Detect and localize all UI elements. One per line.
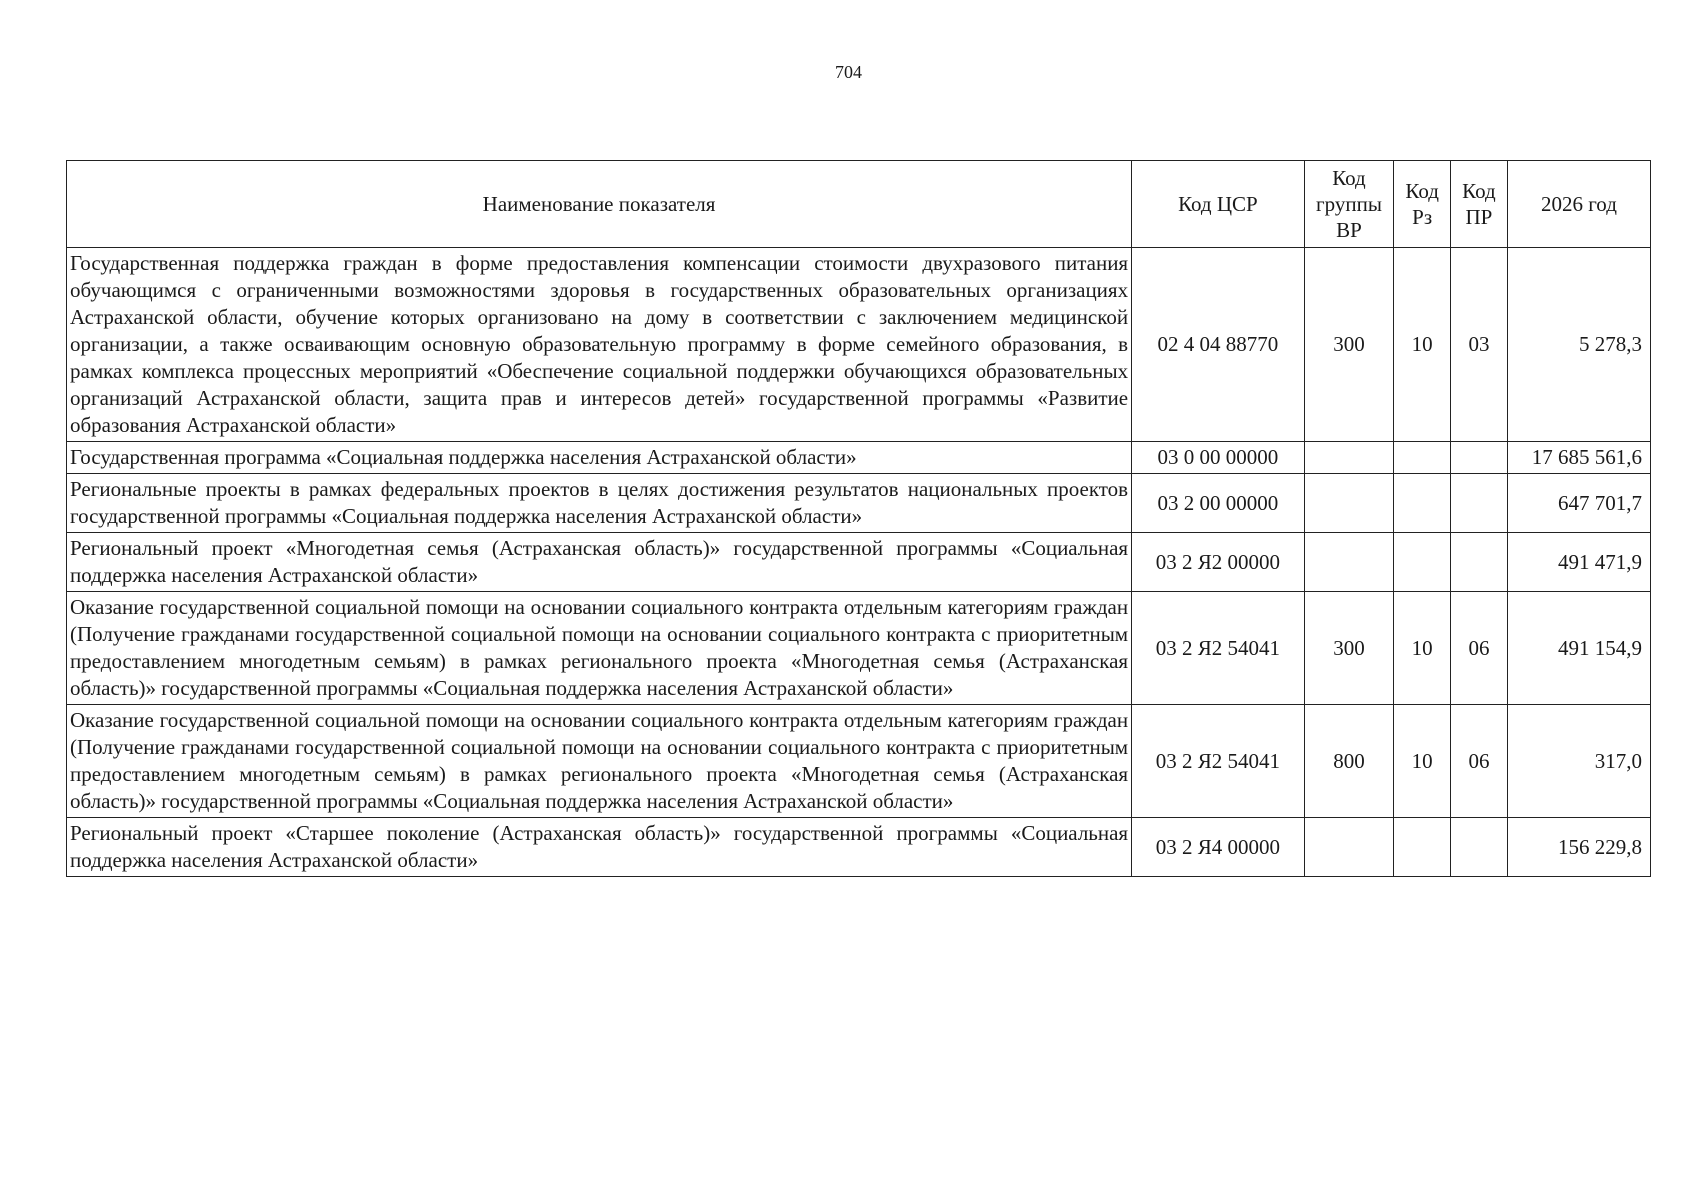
row-name: Государственная поддержка граждан в форме предоставления компенсации стоимости двухразового питания обучающимся с ограниченными возможностями здоровья в государственных образовательных организациях Астраханской области, обучение которых организовано на дому в соответствии с заключением медицинской организации, а также осваивающим основную образовательную программу в форме семейного образования, в рамках комплекса процессных мероприятий «Обеспечение социальной поддержки обучающихся образовательных организаций Астраханской области, защита прав и интересов детей» государственной программы «Развитие образования Астраханской области» <box>67 248 1132 442</box>
row-pr <box>1451 533 1508 592</box>
row-vr <box>1304 442 1394 474</box>
row-pr <box>1451 818 1508 877</box>
page-number: 704 <box>835 62 862 82</box>
row-csr: 02 4 04 88770 <box>1132 248 1305 442</box>
row-pr <box>1451 474 1508 533</box>
row-value: 317,0 <box>1507 705 1650 818</box>
header-year: 2026 год <box>1507 161 1650 248</box>
row-rz: 10 <box>1394 705 1451 818</box>
row-value: 491 154,9 <box>1507 592 1650 705</box>
table-row <box>67 818 1651 877</box>
table-row <box>67 592 1651 705</box>
table-header-row <box>67 161 1651 248</box>
row-value: 156 229,8 <box>1507 818 1650 877</box>
row-rz: 10 <box>1394 592 1451 705</box>
row-value: 647 701,7 <box>1507 474 1650 533</box>
row-rz <box>1394 474 1451 533</box>
row-csr: 03 2 00 00000 <box>1132 474 1305 533</box>
row-vr <box>1304 474 1394 533</box>
table-row <box>67 705 1651 818</box>
header-csr: Код ЦСР <box>1132 161 1305 248</box>
budget-table <box>66 160 1651 877</box>
row-name: Оказание государственной социальной помощи на основании социального контракта отдельным категориям граждан (Получение гражданами государственной социальной помощи на основании социального контракта с приоритетным предоставлением многодетным семьям) в рамках регионального проекта «Многодетная семья (Астраханская область)» государственной программы «Социальная поддержка населения Астраханской области» <box>67 592 1132 705</box>
row-csr: 03 2 Я2 00000 <box>1132 533 1305 592</box>
row-rz: 10 <box>1394 248 1451 442</box>
row-name: Региональный проект «Старшее поколение (Астраханская область)» государственной программы «Социальная поддержка населения Астраханской области» <box>67 818 1132 877</box>
row-name: Региональные проекты в рамках федеральных проектов в целях достижения результатов национальных проектов государственной программы «Социальная поддержка населения Астраханской области» <box>67 474 1132 533</box>
row-vr <box>1304 818 1394 877</box>
row-csr: 03 2 Я2 54041 <box>1132 592 1305 705</box>
row-name: Региональный проект «Многодетная семья (Астраханская область)» государственной программы «Социальная поддержка населения Астраханской области» <box>67 533 1132 592</box>
table-row <box>67 248 1651 442</box>
row-vr: 800 <box>1304 705 1394 818</box>
row-csr: 03 2 Я4 00000 <box>1132 818 1305 877</box>
header-vr: Код группы ВР <box>1304 161 1394 248</box>
row-rz <box>1394 442 1451 474</box>
row-value: 17 685 561,6 <box>1507 442 1650 474</box>
row-vr: 300 <box>1304 592 1394 705</box>
header-pr: Код ПР <box>1451 161 1508 248</box>
row-csr: 03 0 00 00000 <box>1132 442 1305 474</box>
row-rz <box>1394 818 1451 877</box>
row-pr <box>1451 442 1508 474</box>
row-value: 5 278,3 <box>1507 248 1650 442</box>
row-name: Оказание государственной социальной помощи на основании социального контракта отдельным категориям граждан (Получение гражданами государственной социальной помощи на основании социального контракта с приоритетным предоставлением многодетным семьям) в рамках регионального проекта «Многодетная семья (Астраханская область)» государственной программы «Социальная поддержка населения Астраханской области» <box>67 705 1132 818</box>
row-vr: 300 <box>1304 248 1394 442</box>
header-rz: Код Рз <box>1394 161 1451 248</box>
table-row <box>67 442 1651 474</box>
header-name: Наименование показателя <box>67 161 1132 248</box>
row-value: 491 471,9 <box>1507 533 1650 592</box>
table-row <box>67 533 1651 592</box>
row-name: Государственная программа «Социальная поддержка населения Астраханской области» <box>67 442 1132 474</box>
row-pr: 03 <box>1451 248 1508 442</box>
row-pr: 06 <box>1451 592 1508 705</box>
row-rz <box>1394 533 1451 592</box>
row-pr: 06 <box>1451 705 1508 818</box>
table-row <box>67 474 1651 533</box>
row-vr <box>1304 533 1394 592</box>
row-csr: 03 2 Я2 54041 <box>1132 705 1305 818</box>
